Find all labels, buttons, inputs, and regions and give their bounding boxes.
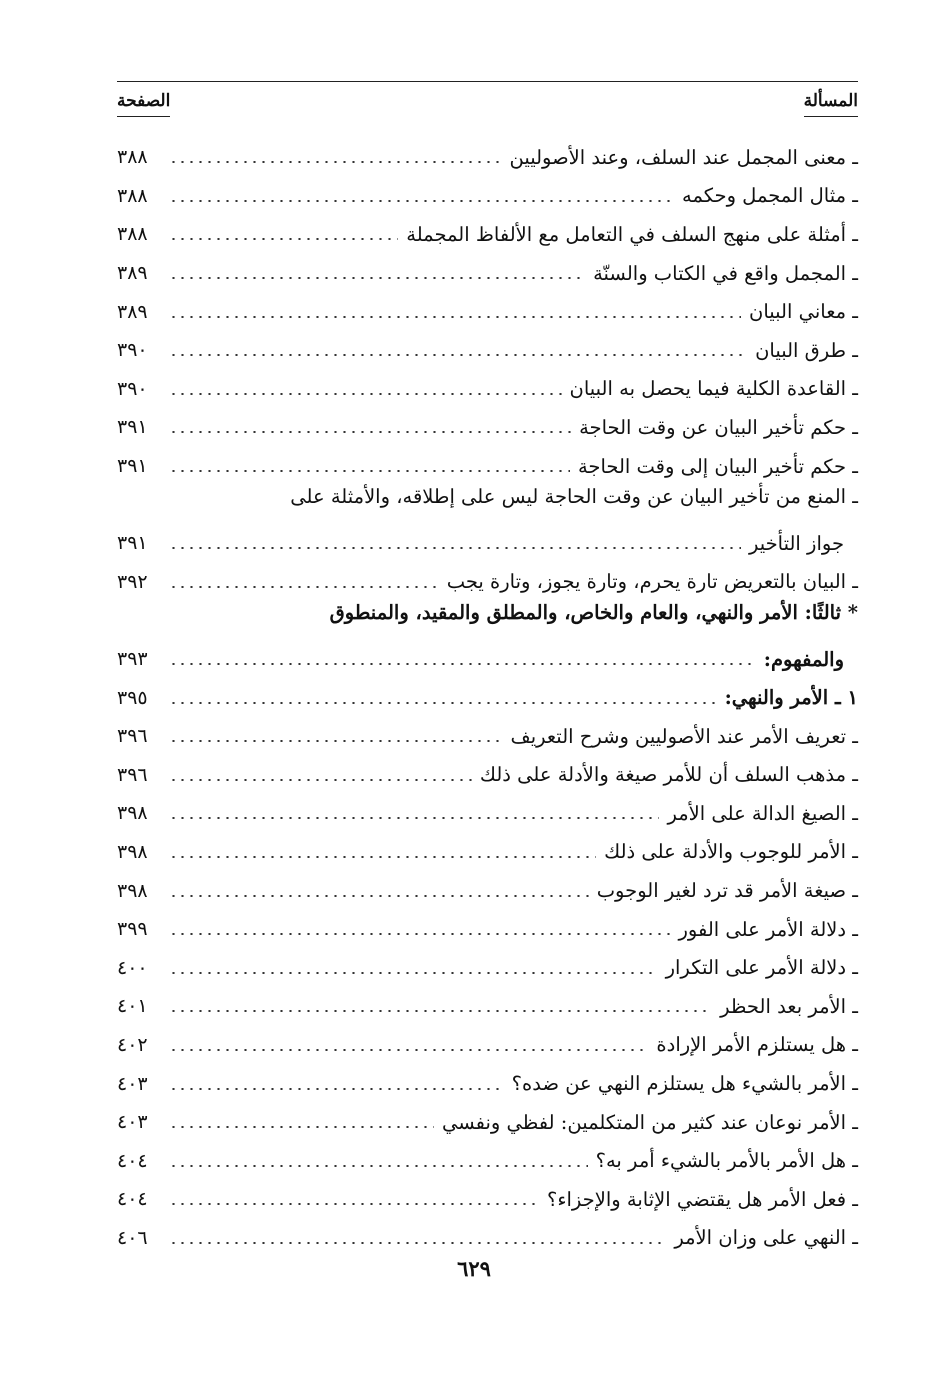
toc-entry-page: ٣٨٩: [117, 300, 148, 323]
toc-entry: [117, 1141, 858, 1180]
toc-entry-title: ـ هل الأمر بالأمر بالشيء أمر به؟: [595, 1149, 858, 1173]
toc-entry-title: ـ دلالة الأمر على التكرار: [665, 956, 858, 980]
toc-entry: [117, 331, 858, 370]
toc-entry-title: ـ هل يستلزم الأمر الإرادة: [656, 1033, 858, 1057]
page-column-heading: الصفحة: [117, 88, 170, 117]
toc-entry: [117, 370, 858, 409]
toc-entry-page: ٤٠٤: [117, 1149, 148, 1172]
toc-entry-title: ١ ـ الأمر والنهي:: [724, 686, 858, 710]
toc-entry: [117, 254, 858, 293]
toc-entry: [117, 177, 858, 216]
toc-entry-title: ـ معنى المجمل عند السلف، وعند الأصوليين: [509, 145, 858, 169]
toc-entry-page: ٣٩٦: [117, 725, 148, 748]
dot-leader: [169, 277, 585, 279]
toc-entry: [117, 1064, 858, 1103]
dot-leader: [169, 238, 398, 240]
toc-entry-title: ـ حكم تأخير البيان عن وقت الحاجة: [579, 415, 858, 439]
toc-entry: [117, 215, 858, 254]
toc-entry-page: ٣٩٩: [117, 918, 148, 941]
dot-leader: [169, 316, 741, 318]
toc-entry: [117, 601, 858, 640]
toc-entry-title: ـ صيغة الأمر قد ترد لغير الوجوب: [596, 879, 858, 903]
dot-leader: [169, 470, 570, 472]
toc-entry-page: ٣٩٨: [117, 879, 148, 902]
toc-entry-page: ٣٩٥: [117, 686, 148, 709]
toc-entry-title: ـ تعريف الأمر عند الأصوليين وشرح التعريف: [510, 724, 858, 748]
toc-entry-page: ٣٩٦: [117, 763, 148, 786]
toc-entry-title: ـ حكم تأخير البيان إلى وقت الحاجة: [577, 454, 858, 478]
page-number: ٦٢٩: [457, 1256, 491, 1281]
toc-entry-title: ـ أمثلة على منهج السلف في التعامل مع الألفاظ المجملة: [406, 222, 858, 246]
toc-entry: [117, 1219, 858, 1258]
dot-leader: [169, 354, 747, 356]
toc-entry-title-continuation: جواز التأخير: [748, 531, 844, 555]
toc-entry-title: ـ معاني البيان: [749, 300, 858, 324]
toc-entry-page: ٤٠٦: [117, 1226, 148, 1249]
toc-entry-title: ـ مذهب السلف أن للأمر صيغة والأدلة على ذلك: [479, 763, 858, 787]
toc-entry-title: ـ الأمر نوعان عند كثير من المتكلمين: لفظي ونفسي: [441, 1110, 858, 1134]
toc-entry-page: ٣٨٨: [117, 184, 148, 207]
toc-entry: [117, 447, 858, 486]
toc-entry: [117, 1103, 858, 1142]
toc-entry-title: ـ مثال المجمل وحكمه: [682, 184, 858, 208]
toc-entry-title: ـ الصيغ الدالة على الأمر: [667, 801, 858, 825]
toc-entry-page: ٣٩١: [117, 455, 148, 478]
toc-entry: [117, 910, 858, 949]
toc-entry-page: ٣٩٠: [117, 377, 148, 400]
toc-entry-page: ٣٨٨: [117, 223, 148, 246]
dot-leader: [169, 1165, 588, 1167]
toc-entry-page: ٣٩٨: [117, 802, 148, 825]
toc-entry: [117, 794, 858, 833]
toc-entry-page: ٣٨٨: [117, 146, 148, 169]
toc-entry: [117, 138, 858, 177]
toc-entry: [117, 987, 858, 1026]
toc-entry-page: ٤٠٣: [117, 1111, 148, 1134]
toc-entry-page: ٤٠٠: [117, 956, 148, 979]
toc-entry-title: ـ فعل الأمر هل يقتضي الإثابة والإجزاء؟: [546, 1187, 858, 1211]
toc-entry-title-continuation: والمفهوم:: [763, 647, 844, 671]
toc-entry-title: * ثالثًا: الأمر والنهي، والعام والخاص، والمطلق والمقيد، والمنطوق: [329, 601, 858, 625]
toc-entry-page: ٣٩٠: [117, 339, 148, 362]
dot-leader: [169, 1088, 504, 1090]
dot-leader: [169, 663, 756, 665]
toc-entry: [117, 948, 858, 987]
dot-leader: [169, 200, 674, 202]
toc-entry: [117, 678, 858, 717]
toc-entry: [117, 717, 858, 756]
dot-leader: [169, 933, 670, 935]
dot-leader: [169, 161, 502, 163]
issue-column-heading: المسألة: [804, 88, 858, 117]
dot-leader: [169, 1049, 648, 1051]
toc-entry: [117, 756, 858, 795]
toc-entry-title: ـ النهي على وزان الأمر: [674, 1226, 858, 1250]
toc-entry-page: ٤٠١: [117, 995, 148, 1018]
toc-entry-continuation: [117, 524, 858, 563]
toc-entry-page: ٤٠٢: [117, 1033, 148, 1056]
dot-leader: [169, 702, 717, 704]
toc-entry-page: ٤٠٤: [117, 1188, 148, 1211]
toc-entry-page: ٣٨٩: [117, 262, 148, 285]
dot-leader: [169, 1126, 434, 1128]
dot-leader: [169, 431, 571, 433]
toc-entry-page: ٣٩٨: [117, 840, 148, 863]
dot-leader: [169, 779, 472, 781]
dot-leader: [169, 1203, 539, 1205]
toc-entry-title: ـ القاعدة الكلية فيما يحصل به البيان: [569, 377, 858, 401]
toc-entry-title: ـ الأمر بعد الحظر: [720, 994, 858, 1018]
dot-leader: [169, 1242, 666, 1244]
toc-entry: [117, 1180, 858, 1219]
toc-entry-page: ٣٩٣: [117, 648, 148, 671]
toc-entry-page: ٣٩٢: [117, 570, 148, 593]
toc-entry: [117, 485, 858, 524]
toc-entry-title: ـ دلالة الأمر على الفور: [678, 917, 858, 941]
dot-leader: [169, 856, 596, 858]
dot-leader: [169, 972, 658, 974]
toc-entry-page: ٣٩١: [117, 532, 148, 555]
toc-entry-title: ـ طرق البيان: [755, 338, 858, 362]
toc-entry-title: ـ المجمل واقع في الكتاب والسنّة: [593, 261, 858, 285]
toc-entry-title: ـ الأمر للوجوب والأدلة على ذلك: [604, 840, 858, 864]
dot-leader: [169, 740, 503, 742]
header-rule: [117, 81, 858, 82]
dot-leader: [169, 393, 562, 395]
toc-entry: [117, 871, 858, 910]
dot-leader: [169, 586, 439, 588]
toc-entry-title: ـ الأمر بالشيء هل يستلزم النهي عن ضده؟: [511, 1072, 858, 1096]
table-of-contents: [117, 138, 858, 1257]
dot-leader: [169, 547, 741, 549]
toc-entry-title: ـ البيان بالتعريض تارة يحرم، وتارة يجوز، وتارة يجب: [446, 570, 858, 594]
dot-leader: [169, 1010, 712, 1012]
dot-leader: [169, 895, 589, 897]
toc-entry-page: ٣٩١: [117, 416, 148, 439]
dot-leader: [169, 817, 659, 819]
toc-entry-page: ٤٠٣: [117, 1072, 148, 1095]
toc-entry: [117, 833, 858, 872]
toc-entry: [117, 408, 858, 447]
toc-entry-continuation: [117, 640, 858, 679]
toc-entry: [117, 563, 858, 602]
toc-entry-title: ـ المنع من تأخير البيان عن وقت الحاجة ليس على إطلاقه، والأمثلة على: [290, 485, 858, 509]
toc-entry: [117, 1026, 858, 1065]
toc-entry: [117, 292, 858, 331]
